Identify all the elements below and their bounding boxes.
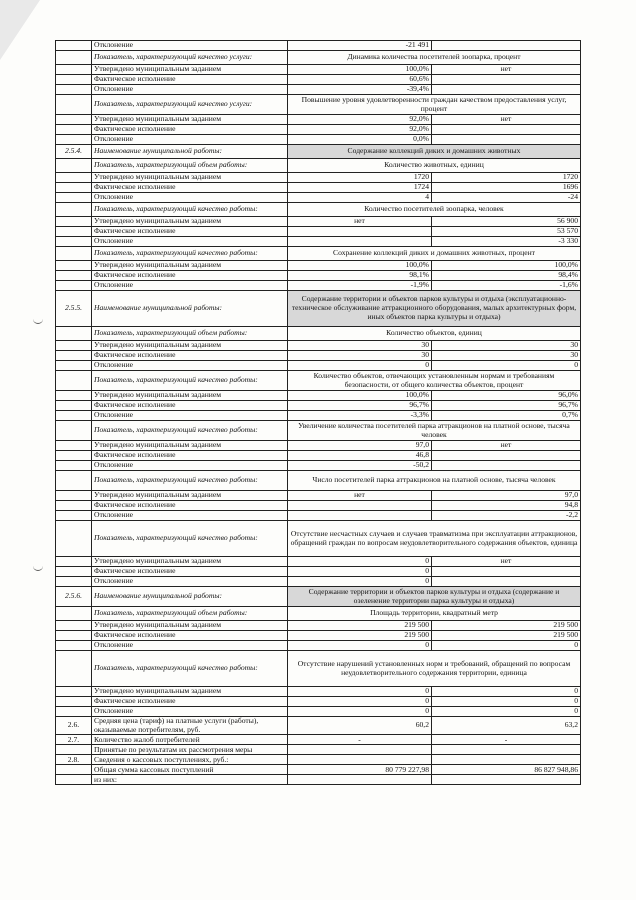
- indicator-header-row: [56, 327, 581, 341]
- value-fact: 86 827 948,86: [432, 765, 581, 775]
- value-fact: 0: [432, 641, 581, 651]
- row-number: [56, 75, 92, 85]
- row-label: Утверждено муниципальным заданием: [92, 557, 288, 567]
- section-number: [56, 371, 92, 391]
- row-label: Отклонение: [92, 237, 288, 247]
- section-number: [56, 51, 92, 65]
- indicator-label: Показатель, характеризующий качество услуги:: [92, 95, 288, 115]
- row-label: Утверждено муниципальным заданием: [92, 341, 288, 351]
- row-label: Сведения о кассовых поступлениях, руб.:: [92, 755, 288, 765]
- indicator-value-row: [56, 261, 581, 271]
- row-label: Отклонение: [92, 193, 288, 203]
- indicator-value-row: [56, 173, 581, 183]
- value-plan: 98,1%: [288, 271, 432, 281]
- row-label: Отклонение: [92, 641, 288, 651]
- row-label: Отклонение: [92, 511, 288, 521]
- row-label: Фактическое исполнение: [92, 271, 288, 281]
- value-plan: 97,0: [288, 441, 432, 451]
- indicator-value-row: [56, 697, 581, 707]
- row-label: Утверждено муниципальным заданием: [92, 261, 288, 271]
- value-fact: [432, 745, 581, 755]
- indicator-value-row: [56, 461, 581, 471]
- row-label: Фактическое исполнение: [92, 125, 288, 135]
- value-plan: 92,0%: [288, 125, 432, 135]
- indicator-value-row: [56, 501, 581, 511]
- work-section-row: [56, 291, 581, 327]
- row-number: [56, 281, 92, 291]
- indicator-value-row: [56, 217, 581, 227]
- row-label: Утверждено муниципальным заданием: [92, 441, 288, 451]
- indicator-header-row: [56, 521, 581, 557]
- section-number: [56, 651, 92, 687]
- value-plan: [288, 227, 432, 237]
- value-plan: -: [288, 735, 432, 745]
- row-label: Количество жалоб потребителей: [92, 735, 288, 745]
- indicator-value-row: [56, 85, 581, 95]
- value-fact: -1,6%: [432, 281, 581, 291]
- indicator-title: Увеличение количества посетителей парка аттракционов на платной основе, тысяча человек: [288, 421, 581, 441]
- value-plan: 100,0%: [288, 261, 432, 271]
- value-fact: [432, 75, 581, 85]
- indicator-label: Показатель, характеризующий качество работы:: [92, 421, 288, 441]
- indicator-title: Количество объектов, единиц: [288, 327, 581, 341]
- indicator-value-row: [56, 451, 581, 461]
- value-plan: нет: [288, 491, 432, 501]
- indicator-label: Показатель, характеризующий объем работы:: [92, 159, 288, 173]
- indicator-value-row: [56, 391, 581, 401]
- value-fact: нет: [432, 65, 581, 75]
- indicator-title: Содержание территории и объектов парков культуры и отдыха (содержание и озеленение территории парка культуры и отдыха): [288, 587, 581, 607]
- value-plan: 0: [288, 641, 432, 651]
- indicator-label: Показатель, характеризующий качество работы:: [92, 521, 288, 557]
- value-plan: -21 491: [288, 41, 432, 51]
- value-plan: 0: [288, 707, 432, 717]
- value-plan: -3,3%: [288, 411, 432, 421]
- row-label: Отклонение: [92, 411, 288, 421]
- row-number: 2.7.: [56, 735, 92, 745]
- indicator-title: Количество животных, единиц: [288, 159, 581, 173]
- row-number: 2.6.: [56, 717, 92, 735]
- row-label: Утверждено муниципальным заданием: [92, 65, 288, 75]
- value-fact: 219 500: [432, 621, 581, 631]
- value-plan: [288, 745, 432, 755]
- indicator-value-row: [56, 65, 581, 75]
- indicator-value-row: [56, 707, 581, 717]
- value-fact: 96,0%: [432, 391, 581, 401]
- summary-row: [56, 775, 581, 785]
- row-label: Фактическое исполнение: [92, 567, 288, 577]
- value-fact: -24: [432, 193, 581, 203]
- value-fact: -2,2: [432, 511, 581, 521]
- indicator-label: Показатель, характеризующий качество работы:: [92, 203, 288, 217]
- value-fact: 100,0%: [432, 261, 581, 271]
- indicator-header-row: [56, 247, 581, 261]
- value-fact: нет: [432, 441, 581, 451]
- row-label: Фактическое исполнение: [92, 183, 288, 193]
- value-plan: 1724: [288, 183, 432, 193]
- value-fact: 56 900: [432, 217, 581, 227]
- row-number: [56, 501, 92, 511]
- value-plan: 0: [288, 361, 432, 371]
- indicator-value-row: [56, 441, 581, 451]
- indicator-header-row: [56, 421, 581, 441]
- value-plan: 1720: [288, 173, 432, 183]
- summary-row: [56, 735, 581, 745]
- indicator-value-row: [56, 75, 581, 85]
- value-fact: [432, 41, 581, 51]
- row-label: Утверждено муниципальным заданием: [92, 217, 288, 227]
- row-number: [56, 697, 92, 707]
- report-table: [55, 40, 581, 785]
- row-label: Утверждено муниципальным заданием: [92, 173, 288, 183]
- row-number: [56, 461, 92, 471]
- report-table-body: [56, 41, 581, 785]
- row-label: Отклонение: [92, 281, 288, 291]
- value-plan: 219 500: [288, 621, 432, 631]
- indicator-label: Показатель, характеризующий объем работы:: [92, 327, 288, 341]
- row-number: [56, 361, 92, 371]
- value-fact: [432, 461, 581, 471]
- indicator-value-row: [56, 237, 581, 247]
- indicator-value-row: [56, 361, 581, 371]
- indicator-header-row: [56, 471, 581, 491]
- row-label: Фактическое исполнение: [92, 75, 288, 85]
- row-label: Фактическое исполнение: [92, 501, 288, 511]
- value-plan: [288, 775, 432, 785]
- indicator-label: Показатель, характеризующий качество работы:: [92, 471, 288, 491]
- section-number: 2.5.6.: [56, 587, 92, 607]
- value-plan: 0: [288, 697, 432, 707]
- row-label: Фактическое исполнение: [92, 227, 288, 237]
- report-table-container: [55, 40, 580, 785]
- value-fact: нет: [432, 557, 581, 567]
- value-plan: 100,0%: [288, 65, 432, 75]
- value-plan: 0,0%: [288, 135, 432, 145]
- indicator-value-row: [56, 41, 581, 51]
- section-number: [56, 327, 92, 341]
- summary-row: [56, 755, 581, 765]
- row-number: 2.8.: [56, 755, 92, 765]
- row-label: Утверждено муниципальным заданием: [92, 621, 288, 631]
- work-section-row: [56, 145, 581, 159]
- row-number: [56, 65, 92, 75]
- indicator-title: Отсутствие несчастных случаев и случаев травматизма при эксплуатации аттракционов, обращений граждан по вопросам неудовлетворительного содержания объектов, единица: [288, 521, 581, 557]
- value-fact: 0: [432, 707, 581, 717]
- row-label: Общая сумма кассовых поступлений: [92, 765, 288, 775]
- value-fact: [432, 577, 581, 587]
- value-plan: 60,6%: [288, 75, 432, 85]
- indicator-value-row: [56, 631, 581, 641]
- row-label: Отклонение: [92, 361, 288, 371]
- value-fact: 1696: [432, 183, 581, 193]
- row-number: [56, 227, 92, 237]
- indicator-title: Динамика количества посетителей зоопарка, процент: [288, 51, 581, 65]
- indicator-value-row: [56, 567, 581, 577]
- indicator-title: Содержание территории и объектов парков культуры и отдыха (эксплуатационно-техническое обслуживание аттракционного оборудования, малых архитектурных форм, иных объектов парка культуры и отдыха): [288, 291, 581, 327]
- value-plan: 30: [288, 351, 432, 361]
- punch-hole-mark: [33, 318, 43, 324]
- indicator-header-row: [56, 159, 581, 173]
- value-plan: [288, 511, 432, 521]
- work-section-row: [56, 587, 581, 607]
- row-number: [56, 441, 92, 451]
- indicator-value-row: [56, 411, 581, 421]
- row-label: Принятые по результатам их рассмотрения меры: [92, 745, 288, 755]
- summary-row: [56, 745, 581, 755]
- row-number: [56, 401, 92, 411]
- row-number: [56, 707, 92, 717]
- indicator-header-row: [56, 607, 581, 621]
- row-label: Утверждено муниципальным заданием: [92, 491, 288, 501]
- indicator-value-row: [56, 115, 581, 125]
- row-label: Фактическое исполнение: [92, 451, 288, 461]
- indicator-label: Наименование муниципальной работы:: [92, 587, 288, 607]
- value-fact: 94,8: [432, 501, 581, 511]
- value-fact: -3 330: [432, 237, 581, 247]
- value-fact: [432, 755, 581, 765]
- value-plan: 0: [288, 557, 432, 567]
- row-label: Утверждено муниципальным заданием: [92, 391, 288, 401]
- row-number: [56, 511, 92, 521]
- value-fact: 0: [432, 687, 581, 697]
- indicator-value-row: [56, 511, 581, 521]
- value-plan: 46,8: [288, 451, 432, 461]
- indicator-value-row: [56, 227, 581, 237]
- indicator-label: Показатель, характеризующий объем работы:: [92, 607, 288, 621]
- value-fact: [432, 775, 581, 785]
- indicator-value-row: [56, 401, 581, 411]
- indicator-header-row: [56, 51, 581, 65]
- value-plan: 92,0%: [288, 115, 432, 125]
- row-label: Отклонение: [92, 577, 288, 587]
- value-plan: [288, 237, 432, 247]
- indicator-value-row: [56, 687, 581, 697]
- row-label: Фактическое исполнение: [92, 351, 288, 361]
- value-fact: 96,7%: [432, 401, 581, 411]
- indicator-value-row: [56, 281, 581, 291]
- indicator-value-row: [56, 621, 581, 631]
- value-plan: 30: [288, 341, 432, 351]
- indicator-title: Сохранение коллекций диких и домашних животных, процент: [288, 247, 581, 261]
- row-number: [56, 115, 92, 125]
- row-label: Отклонение: [92, 707, 288, 717]
- row-number: [56, 193, 92, 203]
- row-number: [56, 261, 92, 271]
- row-label: из них:: [92, 775, 288, 785]
- row-number: [56, 173, 92, 183]
- row-number: [56, 641, 92, 651]
- indicator-value-row: [56, 351, 581, 361]
- indicator-header-row: [56, 371, 581, 391]
- row-number: [56, 567, 92, 577]
- indicator-value-row: [56, 125, 581, 135]
- section-number: 2.5.4.: [56, 145, 92, 159]
- value-fact: 30: [432, 351, 581, 361]
- row-label: Фактическое исполнение: [92, 697, 288, 707]
- value-plan: [288, 755, 432, 765]
- row-number: [56, 217, 92, 227]
- value-plan: 0: [288, 567, 432, 577]
- value-plan: 0: [288, 687, 432, 697]
- row-number: [56, 271, 92, 281]
- indicator-header-row: [56, 651, 581, 687]
- value-fact: 0: [432, 697, 581, 707]
- row-label: Утверждено муниципальным заданием: [92, 115, 288, 125]
- value-fact: [432, 451, 581, 461]
- row-label: Отклонение: [92, 135, 288, 145]
- value-fact: [432, 567, 581, 577]
- value-fact: [432, 85, 581, 95]
- value-fact: 98,4%: [432, 271, 581, 281]
- page-corner-fold: [0, 0, 40, 60]
- row-label: Фактическое исполнение: [92, 631, 288, 641]
- indicator-value-row: [56, 341, 581, 351]
- value-plan: -39,4%: [288, 85, 432, 95]
- indicator-value-row: [56, 557, 581, 567]
- section-number: [56, 421, 92, 441]
- value-plan: 80 779 227,98: [288, 765, 432, 775]
- value-plan: нет: [288, 217, 432, 227]
- indicator-label: Наименование муниципальной работы:: [92, 291, 288, 327]
- row-number: [56, 687, 92, 697]
- value-fact: 219 500: [432, 631, 581, 641]
- section-number: [56, 203, 92, 217]
- summary-row: [56, 717, 581, 735]
- indicator-title: Количество объектов, отвечающих установленным нормам и требованиям безопасности, от общего количества объектов, процент: [288, 371, 581, 391]
- row-number: [56, 765, 92, 775]
- row-number: [56, 135, 92, 145]
- row-number: [56, 775, 92, 785]
- summary-row: [56, 765, 581, 775]
- value-plan: 100,0%: [288, 391, 432, 401]
- row-number: [56, 391, 92, 401]
- indicator-label: Показатель, характеризующий качество работы:: [92, 651, 288, 687]
- value-fact: -: [432, 735, 581, 745]
- row-number: [56, 411, 92, 421]
- section-number: [56, 607, 92, 621]
- indicator-label: Наименование муниципальной работы:: [92, 145, 288, 159]
- value-fact: нет: [432, 115, 581, 125]
- row-label: Отклонение: [92, 41, 288, 51]
- row-number: [56, 183, 92, 193]
- row-number: [56, 451, 92, 461]
- row-number: [56, 85, 92, 95]
- value-plan: 96,7%: [288, 401, 432, 411]
- value-fact: [432, 135, 581, 145]
- indicator-title: Число посетителей парка аттракционов на платной основе, тысяча человек: [288, 471, 581, 491]
- value-plan: [288, 501, 432, 511]
- section-number: [56, 471, 92, 491]
- indicator-value-row: [56, 491, 581, 501]
- value-fact: 30: [432, 341, 581, 351]
- row-number: [56, 557, 92, 567]
- value-fact: 63,2: [432, 717, 581, 735]
- value-plan: -1,9%: [288, 281, 432, 291]
- row-number: [56, 491, 92, 501]
- value-fact: 0: [432, 361, 581, 371]
- value-fact: 0,7%: [432, 411, 581, 421]
- section-number: [56, 95, 92, 115]
- value-plan: 0: [288, 577, 432, 587]
- row-number: [56, 125, 92, 135]
- indicator-title: Содержание коллекций диких и домашних животных: [288, 145, 581, 159]
- value-plan: 60,2: [288, 717, 432, 735]
- row-number: [56, 341, 92, 351]
- section-number: [56, 159, 92, 173]
- value-fact: 97,0: [432, 491, 581, 501]
- row-label: Отклонение: [92, 85, 288, 95]
- value-fact: 53 570: [432, 227, 581, 237]
- value-fact: [432, 125, 581, 135]
- indicator-title: Повышение уровня удовлетворенности граждан качеством предоставления услуг, процент: [288, 95, 581, 115]
- row-label: Фактическое исполнение: [92, 401, 288, 411]
- row-number: [56, 631, 92, 641]
- row-label: Отклонение: [92, 461, 288, 471]
- section-number: 2.5.5.: [56, 291, 92, 327]
- value-plan: 4: [288, 193, 432, 203]
- indicator-header-row: [56, 203, 581, 217]
- value-fact: 1720: [432, 173, 581, 183]
- row-number: [56, 621, 92, 631]
- indicator-title: Отсутствие нарушений установленных норм и требований, обращений по вопросам неудовлетворительного содержания территории, единица: [288, 651, 581, 687]
- indicator-title: Количество посетителей зоопарка, человек: [288, 203, 581, 217]
- indicator-value-row: [56, 183, 581, 193]
- row-label: Утверждено муниципальным заданием: [92, 687, 288, 697]
- row-label: Средняя цена (тариф) на платные услуги (работы), оказываемые потребителям, руб.: [92, 717, 288, 735]
- section-number: [56, 247, 92, 261]
- section-number: [56, 521, 92, 557]
- indicator-title: Площадь территории, квадратный метр: [288, 607, 581, 621]
- row-number: [56, 351, 92, 361]
- indicator-value-row: [56, 577, 581, 587]
- row-number: [56, 745, 92, 755]
- indicator-label: Показатель, характеризующий качество работы:: [92, 371, 288, 391]
- value-plan: 219 500: [288, 631, 432, 641]
- row-number: [56, 577, 92, 587]
- indicator-value-row: [56, 193, 581, 203]
- indicator-label: Показатель, характеризующий качество работы:: [92, 247, 288, 261]
- value-plan: -50,2: [288, 461, 432, 471]
- indicator-value-row: [56, 135, 581, 145]
- punch-hole-mark: [33, 565, 43, 571]
- indicator-value-row: [56, 271, 581, 281]
- indicator-header-row: [56, 95, 581, 115]
- indicator-value-row: [56, 641, 581, 651]
- row-number: [56, 237, 92, 247]
- row-number: [56, 41, 92, 51]
- indicator-label: Показатель, характеризующий качество услуги:: [92, 51, 288, 65]
